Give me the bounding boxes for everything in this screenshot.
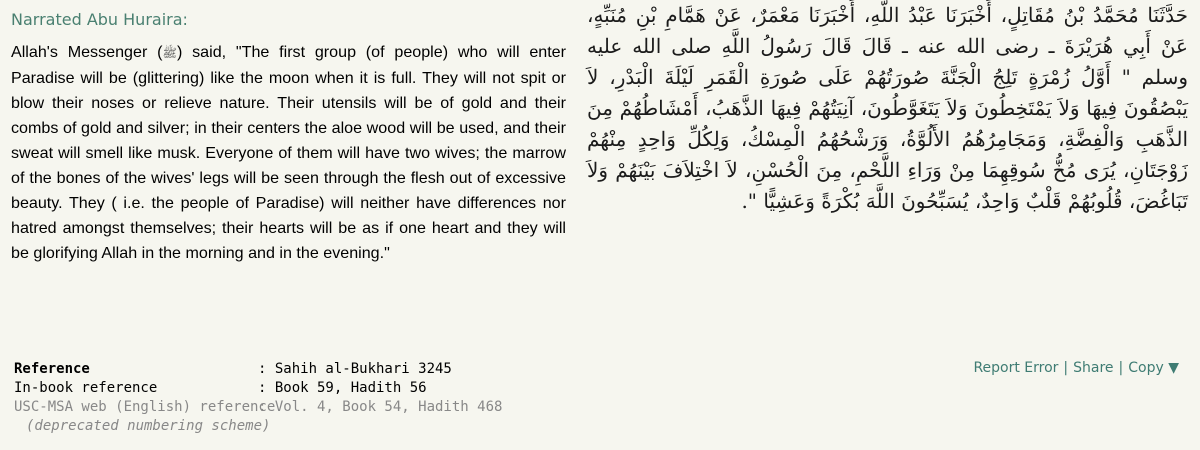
english-text-start: Allah's Messenger ( bbox=[11, 43, 163, 61]
reference-value: : Sahih al-Bukhari 3245 bbox=[258, 361, 452, 377]
arabic-hadith-text: حَدَّثَنَا مُحَمَّدُ بْنُ مُقَاتِلٍ، أَخْبَرَنَا عَبْدُ اللَّهِ، أَخْبَرَنَا مَعْمَرٌ، عَنْ هَمَّامِ بْنِ مُنَبِّهٍ، عَنْ أَبِي هُرَيْرَةَ ـ رضى الله عنه ـ قَالَ قَالَ رَسُولُ اللَّهِ صلى الله عليه وسلم " أَوَّلُ زُمْرَةٍ تَلِجُ الْجَنَّةَ صُورَتُهُمْ عَلَى صُورَةِ الْقَمَرِ لَيْلَةَ الْبَدْرِ، لاَ يَبْصُقُونَ فِيهَا وَلاَ يَمْتَخِطُونَ وَلاَ يَتَغَوَّطُونَ، آنِيَتُهُمْ فِيهَا الذَّهَبُ، أَمْشَاطُهُمْ مِنَ الذَّهَبِ وَالْفِضَّةِ، وَمَجَامِرُهُمُ الأَلُوَّةُ، وَرَشْحُهُمُ الْمِسْكُ، وَلِكُلِّ وَاحِدٍ مِنْهُمْ زَوْجَتَانِ، يُرَى مُخُّ سُوقِهِمَا مِنْ وَرَاءِ اللَّحْمِ، مِنَ الْحُسْنِ، لاَ اخْتِلاَفَ بَيْنَهُمْ وَلاَ تَبَاغُضَ، قُلُوبُهُمْ قَلْبٌ وَاحِدٌ، يُسَبِّحُونَ اللَّهَ بُكْرَةً وَعَشِيًّا ". bbox=[587, 3, 1188, 213]
reference-row bbox=[14, 360, 502, 379]
share-link[interactable]: Share bbox=[1073, 360, 1114, 376]
copy-dropdown-link[interactable]: Copy ▼ bbox=[1128, 360, 1179, 376]
reference-label: Reference bbox=[14, 361, 90, 377]
in-book-reference-label: In-book reference bbox=[14, 380, 158, 396]
deprecated-note: (deprecated numbering scheme) bbox=[26, 418, 271, 434]
english-text-body: ) said, "The first group (of people) who will enter Paradise will be (glittering) like the moon when it is full. They will not spit or blow their noses or relieve nature. Their utensils will be of gold and their combs of gold and silver; in their centers the aloe wood will be used, and their sweat will smell like musk. Everyone of them will have two wives; the marrow of the bones of the wives' legs will be seen through the flesh out of excessive beauty. They ( i.e. the people of Paradise) will neither have differences nor hatred amongst themselves; their hearts will be as if one heart and they will be glorifying Allah in the morning and in the evening." bbox=[11, 43, 566, 262]
pbuh-honorific: ﷺ bbox=[162, 46, 177, 60]
usc-msa-reference-label: USC-MSA web (English) reference bbox=[14, 399, 276, 415]
separator: | bbox=[1118, 360, 1124, 376]
report-error-link[interactable]: Report Error bbox=[973, 360, 1059, 376]
english-hadith-text bbox=[11, 40, 566, 266]
action-links bbox=[973, 360, 1179, 376]
separator: | bbox=[1063, 360, 1069, 376]
usc-msa-reference-value: : Vol. 4, Book 54, Hadith 468 bbox=[258, 399, 503, 415]
usc-msa-reference-row bbox=[14, 398, 502, 417]
reference-block bbox=[14, 360, 502, 436]
in-book-reference-value: : Book 59, Hadith 56 bbox=[258, 380, 427, 396]
narrator-heading: Narrated Abu Huraira: bbox=[11, 10, 188, 29]
in-book-reference-row bbox=[14, 379, 502, 398]
